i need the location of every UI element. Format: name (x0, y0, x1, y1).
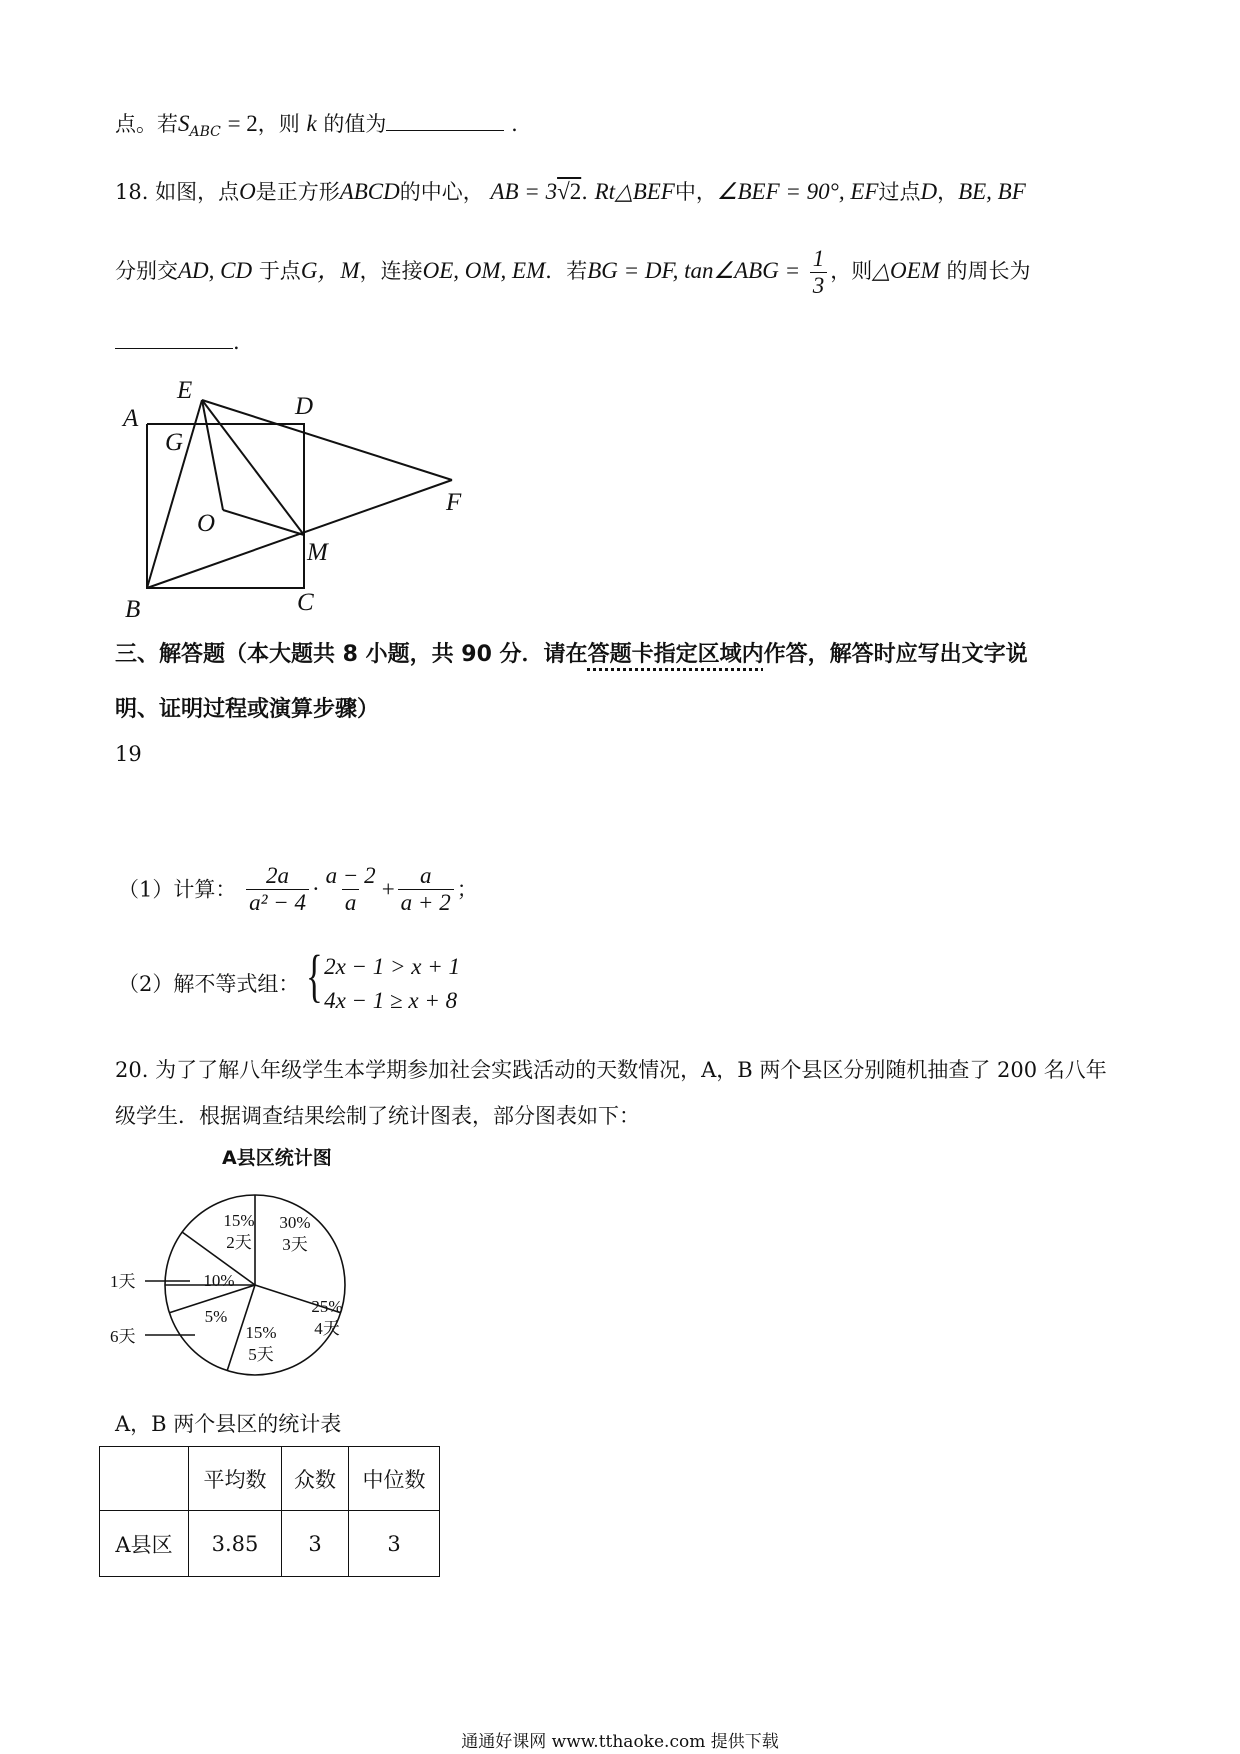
table-header-cell: 平均数 (189, 1447, 282, 1511)
slice-3-pct: 30% (279, 1213, 311, 1232)
q19-number: 19 (115, 742, 142, 766)
slice-2-day: 2天 (226, 1233, 252, 1252)
q17-eq: = 2 (227, 111, 258, 136)
q20-line2: 级学生．根据调查结果绘制了统计图表，部分图表如下： (115, 1104, 640, 1128)
q18-line2 (115, 246, 1031, 299)
slice-1-pct: 10% (203, 1271, 235, 1290)
q18-frac-den: 3 (810, 272, 828, 299)
table-row (100, 1511, 440, 1577)
chart-title: A县区统计图 (222, 1147, 332, 1169)
q19-p1-label: （1）计算： (118, 877, 237, 902)
q18-text: 过点 (878, 180, 921, 204)
segment-em (202, 400, 304, 535)
slice-4-day: 4天 (314, 1319, 340, 1338)
q19-inequality-system (306, 943, 461, 1018)
q18-line1 (115, 178, 1026, 206)
table-header-row (100, 1447, 440, 1511)
q17-suffix: 的值为 (323, 112, 387, 136)
q19-inequality-1: 2x − 1 > x + 1 (324, 954, 461, 979)
q19-frac3-num: a (419, 863, 432, 888)
q18-d: D (920, 179, 938, 204)
q19-inequality-2: 4x − 1 ≥ x + 8 (324, 988, 458, 1013)
q18-ab: AB = 3 (490, 179, 558, 204)
table-header-cell: 中位数 (349, 1447, 440, 1511)
callout-1-day: 1天 (110, 1272, 136, 1291)
brace-icon: { (306, 943, 323, 1008)
table-cell: 3 (349, 1511, 440, 1577)
q19-part2 (118, 943, 461, 1018)
q18-text: ．若 (545, 259, 588, 283)
q19-plus: + (381, 876, 395, 902)
q19-part1 (118, 863, 478, 916)
page-footer: 通通好课网 www.tthaoke.com 提供下载 (461, 1732, 779, 1752)
section-3-emphasis: 答题卡指定区域内 (587, 642, 764, 667)
slice-6-pct: 5% (204, 1307, 228, 1326)
q17-tail (115, 110, 518, 146)
q18-sqrt: √2 (557, 179, 582, 204)
slice-3-day: 3天 (282, 1235, 308, 1254)
callout-6-day: 6天 (110, 1327, 136, 1346)
q19-frac3-den: a + 2 (398, 889, 454, 916)
q18-segments: OE, OM, EM (422, 258, 546, 283)
q20-line1: 20. 为了了解八年级学生本学期参加社会实践活动的天数情况，A，B 两个县区分别随机抽查了 200 名八年 (115, 1058, 1107, 1082)
pie-chart (105, 1172, 405, 1392)
label-f: F (446, 489, 462, 516)
q18-text: . (581, 180, 588, 204)
q19-frac1-num: 2a (266, 863, 290, 888)
q18-gm: G，M (300, 258, 360, 283)
q18-number: 18. 如图，点 (115, 180, 240, 204)
q18-condition: BG = DF, tan∠ABG = (587, 258, 801, 283)
section-3-heading (115, 637, 1028, 668)
q18-o: O (239, 179, 256, 204)
section-3-text: 作答，解答时应写出文字说 (763, 642, 1028, 667)
q18-text: 的周长为 (946, 259, 1031, 283)
label-e: E (177, 380, 193, 404)
label-a: A (123, 405, 139, 432)
q17-answer-blank (386, 110, 504, 131)
label-d: D (295, 393, 314, 420)
q18-rt-triangle: Rt△BEF (594, 179, 675, 204)
q18-answer-line (115, 328, 240, 356)
label-b: B (125, 596, 141, 623)
label-o: O (197, 510, 216, 537)
q18-geometry-figure (115, 380, 475, 625)
q19-frac2-num: a − 2 (325, 863, 376, 888)
q19-p1-end: ； (456, 877, 478, 902)
q19-p2-label: （2）解不等式组： (118, 972, 300, 996)
q17-end: . (511, 112, 518, 136)
statistics-table (99, 1446, 440, 1577)
q18-text: 的中心， (399, 180, 484, 204)
q17-mid: ，则 (257, 112, 300, 136)
section-3-heading-line2: 明、证明过程或演算步骤） (115, 697, 380, 722)
slice-4-pct: 25% (311, 1297, 343, 1316)
q18-frac-num: 1 (812, 246, 825, 271)
q19-frac1-den: a² − 4 (246, 889, 309, 916)
q18-end: . (233, 330, 240, 354)
q18-text: ， (937, 180, 959, 204)
slice-5-day: 5天 (248, 1345, 274, 1364)
table-cell: 3.85 (189, 1511, 282, 1577)
q19-frac2 (323, 863, 379, 916)
q18-triangle: △OEM (872, 258, 940, 283)
segment-eo (202, 400, 223, 510)
q17-prefix: 点。若 (115, 112, 178, 136)
q18-adcd: AD, CD (178, 258, 253, 283)
q18-text: ，则 (830, 259, 873, 283)
q18-text: 分别交 (115, 259, 178, 283)
slice-2-pct: 15% (223, 1211, 255, 1230)
q18-text: 中， (674, 180, 717, 204)
table-cell: 3 (282, 1511, 349, 1577)
label-c: C (297, 589, 314, 616)
table-caption: A，B 两个县区的统计表 (115, 1412, 342, 1436)
q18-bebf: BE, BF (958, 179, 1026, 204)
q18-text: ，连接 (359, 259, 423, 283)
q18-text: 是正方形 (255, 180, 340, 204)
q17-k: k (306, 111, 317, 136)
segment-om (223, 510, 304, 535)
q18-fraction (810, 246, 828, 299)
q17-sub: ABC (189, 124, 221, 140)
q19-frac2-den: a (342, 889, 360, 916)
table-header-cell: 众数 (282, 1447, 349, 1511)
q17-s: S (178, 111, 190, 136)
label-m: M (307, 539, 328, 566)
table-header-cell (100, 1447, 189, 1511)
q18-angle: ∠BEF = 90°, EF (716, 179, 879, 204)
label-g: G (165, 429, 184, 456)
q19-frac1 (246, 863, 309, 916)
q18-text: 于点 (258, 259, 301, 283)
segment-ef (202, 400, 452, 480)
slice-5-pct: 15% (245, 1323, 277, 1342)
q18-answer-blank (115, 328, 233, 349)
q19-frac3 (398, 863, 454, 916)
table-cell: A县区 (100, 1511, 189, 1577)
section-3-text: 三、解答题（本大题共 8 小题，共 90 分．请在 (115, 642, 588, 667)
q18-abcd: ABCD (339, 179, 400, 204)
q19-dot: · (311, 876, 320, 902)
